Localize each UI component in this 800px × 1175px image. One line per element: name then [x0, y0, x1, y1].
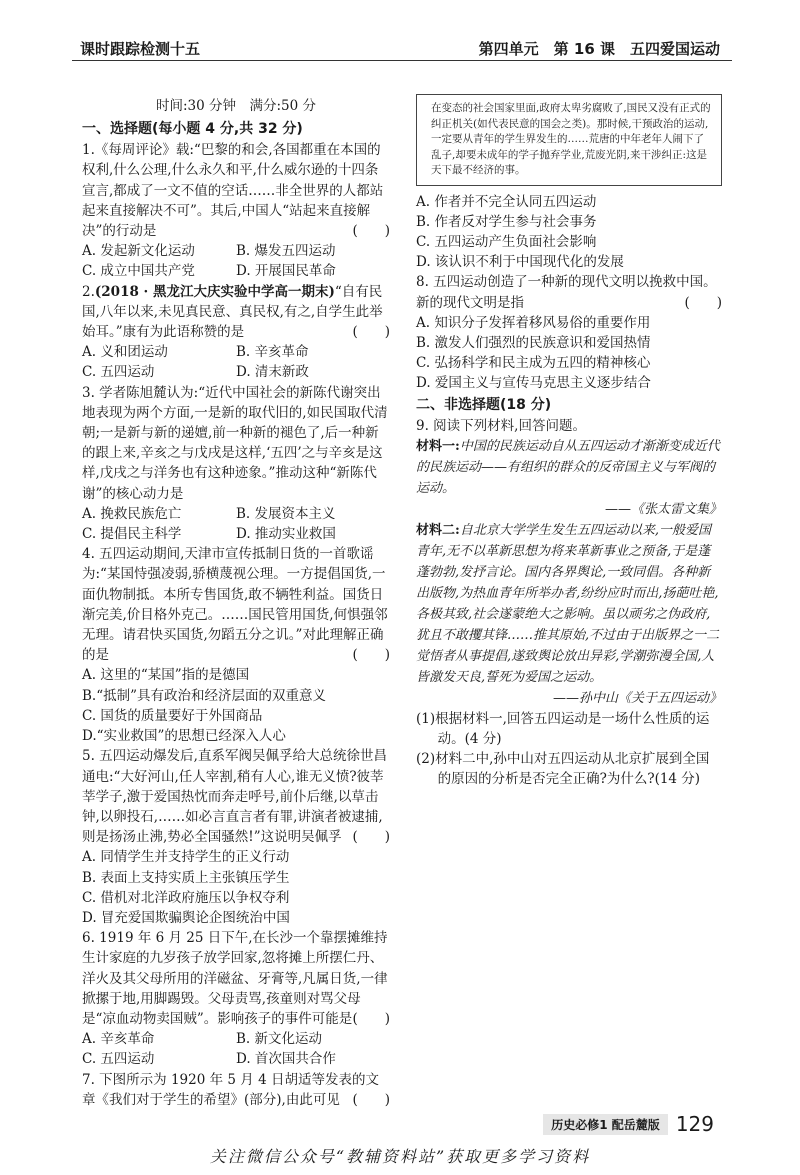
left-column	[82, 96, 390, 1110]
q2-option-c: C. 五四运动	[82, 364, 155, 381]
q8-option-a: A. 知识分子发挥着移风易俗的重要作用	[416, 314, 651, 331]
q5-option-a: A. 同情学生并支持学生的正义行动	[82, 849, 290, 866]
q4-paren: ( )	[352, 647, 390, 664]
q2-option-a: A. 义和团运动	[82, 344, 168, 361]
q7-option-d: D. 该认识不利于中国现代化的发展	[416, 254, 624, 271]
section1-title: 一、选择题(每小题 4 分,共 32 分)	[82, 121, 303, 138]
header-left: 课时跟踪检测十五	[80, 40, 201, 58]
question-3	[82, 383, 390, 545]
q7-option-a: A. 作者并不完全认同五四运动	[416, 193, 597, 210]
right-column	[416, 94, 722, 790]
section2-title: 二、非选择题(18 分)	[416, 396, 552, 413]
q8-option-b: B. 激发人们强烈的民族意识和爱国热情	[416, 334, 651, 351]
q1-option-c: C. 成立中国共产党	[82, 263, 195, 280]
material-1-label: 材料一:	[416, 438, 460, 454]
promo-line: 关注微信公众号“教辅资料站”获取更多学习资料	[209, 1147, 591, 1166]
time-line: 时间:30 分钟 满分:50 分	[155, 98, 317, 114]
material-2-label: 材料二:	[416, 522, 460, 538]
header-right: 第四单元 第 16 课 五四爱国运动	[478, 40, 720, 58]
q9-sub-1: (1)根据材料一,回答五四运动是一场什么性质的运动。(4 分)	[416, 710, 710, 747]
q7-option-b: B. 作者反对学生参与社会事务	[416, 213, 597, 230]
q3-option-d: D. 推动实业救国	[236, 526, 336, 543]
q8-paren: ( )	[684, 294, 722, 311]
q5-paren: ( )	[352, 829, 390, 846]
q6-option-b: B. 新文化运动	[236, 1031, 323, 1048]
q6-stem: 6. 1919 年 6 月 25 日下午,在长沙一个靠摆摊维持生计家庭的九岁孩子放学回家,忽将摊上所摆仁丹、洋火及其父母所用的洋磁盆、牙膏等,凡属日货,一律掀摞于地,用脚踢毁。父母责骂,孩童则对骂父母是“凉血动物卖国贼”。影响孩子的事件可能是	[82, 930, 388, 1027]
q4-option-c: C. 国货的质量要好于外国商品	[82, 707, 263, 724]
q5-option-d: D. 冒充爱国欺骗舆论企图统治中国	[82, 909, 290, 926]
question-1	[82, 140, 390, 281]
q1-option-d: D. 开展国民革命	[236, 263, 336, 280]
q5-option-c: C. 借机对北洋政府施压以争权夺利	[82, 889, 290, 906]
question-8	[416, 272, 722, 393]
q1-option-b: B. 爆发五四运动	[236, 243, 336, 260]
q3-option-a: A. 挽救民族危亡	[82, 505, 182, 522]
question-9	[416, 416, 722, 790]
q2-source: (2018 · 黑龙江大庆实验中学高一期末)	[94, 283, 335, 300]
q9-sub-2: (2)材料二中,孙中山对五四运动从北京扩展到全国的原因的分析是否完全正确?为什么?(14 分)	[416, 751, 710, 788]
q6-option-a: A. 辛亥革命	[82, 1031, 155, 1048]
q2-number: 2.	[82, 283, 95, 300]
q7-option-c: C. 五四运动产生负面社会影响	[416, 233, 597, 250]
q7-paren: ( )	[352, 1091, 390, 1108]
question-5	[82, 746, 390, 928]
material-2-text: 自北京大学学生发生五四运动以来,一般爱国青年,无不以革新思想为将来革新事业之预备,于是蓬蓬勃勃,发抒言论。国内各界舆论,一致同倡。各种新出版物,为热血青年所举办者,纷纷应时而出,扬葩吐艳,各极其致,社会遂蒙绝大之影响。虽以顽劣之伪政府,犹且不敢攫其锋……推其原始,不过由于出版界之一二觉悟者从事提倡,遂致舆论放出异彩,学潮弥漫全国,人皆激发天良,誓死为爱国之运动。	[416, 522, 720, 685]
q5-option-b: B. 表面上支持实质上主张镇压学生	[82, 869, 290, 886]
q2-stem: “自有民国,八年以来,未见真民意、真民权,有之,自学生此举始耳。”康有为此语称赞的是	[82, 283, 383, 341]
q4-option-d: D.“实业救国”的思想已经深入人心	[82, 728, 286, 745]
q8-stem: 8. 五四运动创造了一种新的现代文明以挽救中国。新的现代文明是指	[416, 274, 717, 311]
page-number: 129	[675, 1112, 714, 1136]
material-2	[416, 520, 722, 688]
q7-options	[416, 192, 722, 273]
question-6	[82, 928, 390, 1069]
q7-stem: 7. 下图所示为 1920 年 5 月 4 日胡适等发表的文章《我们对于学生的希望》(部分),由此可见	[82, 1071, 379, 1108]
q8-option-d: D. 爱国主义与宣传马克思主义逐步结合	[416, 375, 651, 392]
material-1-text: 中国的民族运动自从五四运动才渐渐变成近代的民族运动——有组织的群众的反帝国主义与军阀的运动。	[416, 438, 720, 496]
book-tag: 历史必修1 配岳麓版	[543, 1114, 668, 1135]
q2-option-d: D. 清末新政	[236, 364, 309, 381]
q2-option-b: B. 辛亥革命	[236, 344, 309, 361]
q1-paren: ( )	[352, 223, 390, 240]
quote-text: 在变态的社会国家里面,政府太卑劣腐败了,国民又没有正式的纠正机关(如代表民意的国会之类)。那时候,干预政治的运动,一定要从青年的学生界发生的……荒唐的中年老年人闹下了乱子,却要未成年的学子抛弃学业,荒废光阴,来干涉纠正:这是天下最不经济的事。	[431, 102, 711, 176]
q8-option-c: C. 弘扬科学和民主成为五四的精神核心	[416, 355, 651, 372]
page-footer	[543, 1112, 714, 1136]
material-1	[416, 436, 722, 499]
q6-paren: ( )	[352, 1010, 390, 1027]
q9-stem: 9. 阅读下列材料,回答问题。	[416, 417, 586, 434]
q3-option-b: B. 发展资本主义	[236, 505, 336, 522]
q4-stem: 4. 五四运动期间,天津市宣传抵制日货的一首歌谣为:“某国恃强凌弱,骄横蔑视公理。一方提倡国货,一面仇物制抵。本所专售国货,敢不辆牲利益。国货日渐完美,价目格外克己。……国民管用国货,何惧强邻无理。请君快买国货,勿蹈五分之讥。”对此理解正确的是	[82, 546, 388, 664]
header-rule	[72, 60, 732, 61]
q3-option-c: C. 提倡民主科学	[82, 526, 182, 543]
q4-option-a: A. 这里的“某国”指的是德国	[82, 667, 250, 684]
q2-paren: ( )	[352, 324, 390, 341]
q5-stem: 5. 五四运动爆发后,直系军阀吴佩孚给大总统徐世昌通电:“大好河山,任人宰割,稍有人心,谁无义愤?彼莘莘学子,激于爱国热忱而奔走呼号,前仆后继,以草击钟,以卵投石,……如必言直言者有罪,讲演者被逮捕,则是扬汤止沸,势必全国骚然!”这说明吴佩孚	[82, 748, 387, 846]
material-1-source: ——《张太雷文集》	[604, 501, 722, 517]
quote-box	[416, 94, 722, 186]
question-4	[82, 544, 390, 746]
q1-option-a: A. 发起新文化运动	[82, 243, 195, 260]
q6-option-c: C. 五四运动	[82, 1051, 155, 1068]
q4-option-b: B.“抵制”具有政治和经济层面的双重意义	[82, 687, 327, 704]
question-7	[82, 1070, 390, 1110]
material-2-source: ——孙中山《关于五四运动》	[552, 690, 722, 706]
question-2	[82, 282, 390, 383]
q6-option-d: D. 首次国共合作	[236, 1051, 336, 1068]
q1-stem: 1.《每周评论》载:“巴黎的和会,各国都重在本国的权利,什么公理,什么永久和平,什么威尔逊的十四条宣言,都成了一文不值的空话……非全世界的人都站起来直接解决不可”。其后,中国人“站起来直接解决”的行动是	[82, 142, 384, 240]
q3-stem: 3. 学者陈旭麓认为:“近代中国社会的新陈代谢突出地表现为两个方面,一是新的取代旧的,如民国取代清朝;一是新与新的递嬗,前一种新的褪色了,后一种新的跟上来,辛亥之与戊戌是这样,‘五四’之与辛亥是这样,戊戌之与洋务也有这种迹象。”推动这种“新陈代谢”的核心动力是	[82, 384, 388, 502]
